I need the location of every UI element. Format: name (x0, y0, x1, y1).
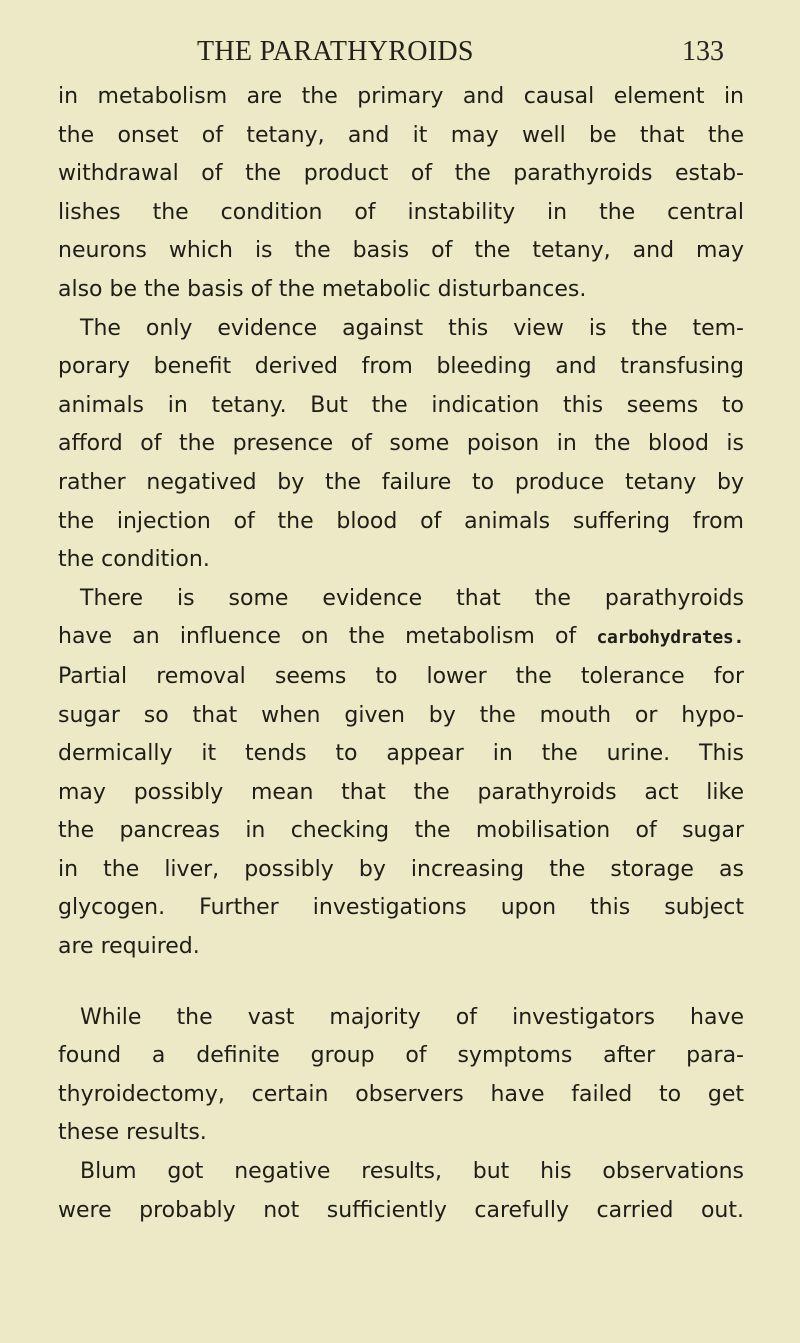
text-line: lishes the condition of instability in the central (58, 199, 744, 225)
body-text (58, 78, 744, 1230)
text-line: sugar so that when given by the mouth or hypo- (58, 702, 744, 728)
text-line: glycogen. Further investigations upon this subject (58, 895, 744, 921)
text-line: are required. (58, 934, 200, 960)
text-line: were probably not sufficiently carefully carried out. (58, 1197, 744, 1223)
text-line: found a definite group of symptoms after para- (58, 1043, 744, 1069)
text-line: dermically it tends to appear in the urine. This (58, 741, 744, 767)
paragraph-2 (58, 310, 744, 580)
text-line: in the liver, possibly by increasing the storage as (58, 856, 744, 882)
text-line: neurons which is the basis of the tetany, and may (58, 238, 744, 264)
paragraph-5 (58, 1153, 744, 1230)
text-line: While the vast majority of investigators have (80, 1004, 744, 1030)
text-line: the pancreas in checking the mobilisation of sugar (58, 818, 744, 844)
text-line: thyroidectomy, certain observers have failed to get (58, 1081, 744, 1107)
text-line: Partial removal seems to lower the tolerance for (58, 663, 744, 689)
text-line: Blum got negative results, but his observations (80, 1159, 744, 1185)
text-run: have an influence on the metabolism of (58, 624, 597, 650)
emphasis-carbohydrates: carbohydrates. (596, 627, 744, 649)
running-head (0, 32, 800, 72)
text-line: animals in tetany. But the indication this seems to (58, 392, 744, 418)
paragraph-3 (58, 580, 744, 967)
paragraph-4 (58, 999, 744, 1153)
text-line: withdrawal of the product of the parathyroids estab- (58, 161, 744, 187)
text-line (58, 618, 744, 658)
text-line: afford of the presence of some poison in the blood is (58, 431, 744, 457)
text-line: also be the basis of the metabolic disturbances. (58, 276, 587, 302)
text-line: rather negatived by the failure to produce tetany by (58, 469, 744, 495)
text-line: the onset of tetany, and it may well be that the (58, 122, 744, 148)
text-line: The only evidence against this view is the tem- (80, 315, 744, 341)
text-line: these results. (58, 1120, 207, 1146)
running-head-title: THE PARATHYROIDS (197, 36, 474, 67)
text-line: porary benefit derived from bleeding and transfusing (58, 354, 744, 380)
section-gap (58, 967, 744, 999)
page-number: 133 (682, 36, 724, 67)
text-line: the condition. (58, 547, 210, 573)
text-line: in metabolism are the primary and causal element in (58, 84, 744, 109)
text-line: There is some evidence that the parathyroids (80, 585, 744, 611)
text-line: the injection of the blood of animals suffering from (58, 508, 744, 534)
text-line: may possibly mean that the parathyroids act like (58, 779, 744, 805)
paragraph-1 (58, 78, 744, 310)
